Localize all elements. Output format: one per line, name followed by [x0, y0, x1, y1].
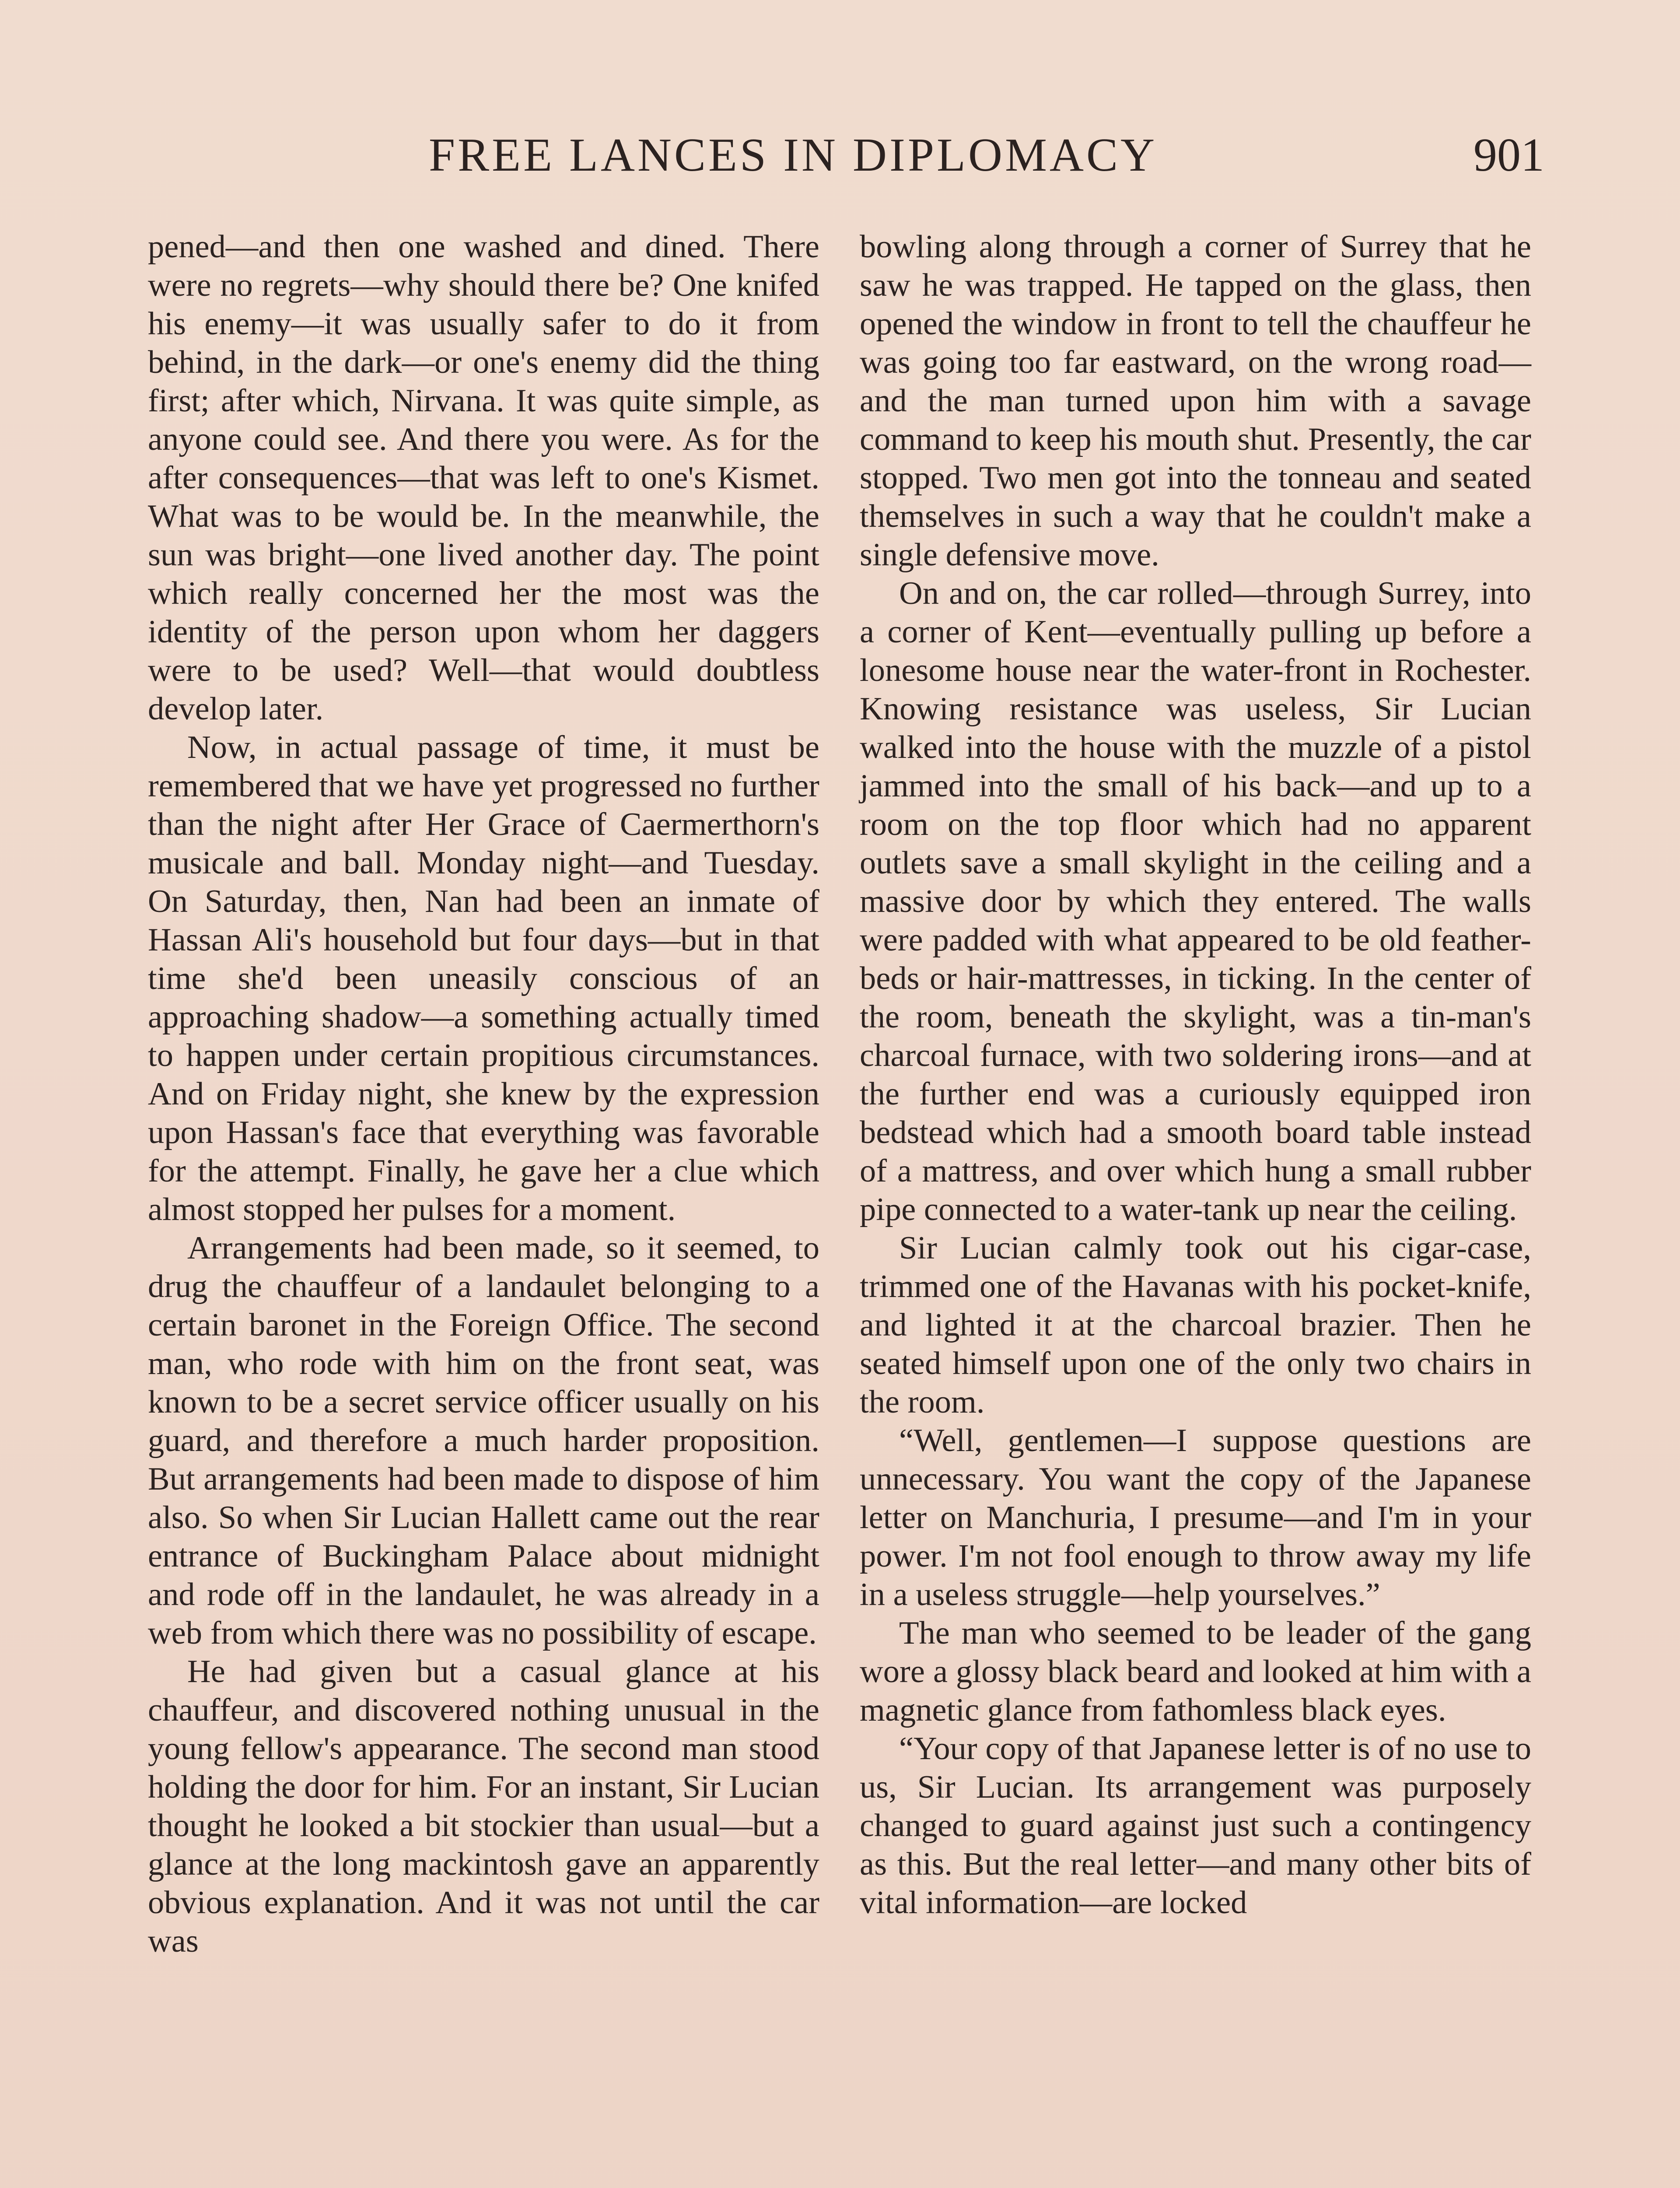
paragraph: He had given but a casual glance at his chauffeur, and discovered nothing unusual in the young fellow's appearance. The second man stood holding the door for him. For an instant, Sir Lucian thought he looked a bit stockier than usual—but a glance at the long mackintosh gave an apparently obvious explanation. And it was not until the car was	[148, 1654, 819, 1959]
paragraph: On and on, the car rolled—through Surrey, into a corner of Kent—eventually pulling up before a lonesome house near the water-front in Rochester. Knowing resistance was useless, Sir Lucian walked into the house with the muzzle of a pistol jammed into the small of his back—and up to a room on the top floor which had no apparent outlets save a small skylight in the ceiling and a massive door by which they entered. The walls were padded with what appeared to be old feather-beds or hair-mattresses, in ticking. In the center of the room, beneath the skylight, was a tin-man's charcoal furnace, with two soldering irons—and at the further end was a curiously equipped iron bedstead which had a smooth board table instead of a mattress, and over which hung a small rubber pipe connected to a water-tank up near the ceiling.	[860, 575, 1531, 1227]
paragraph: Sir Lucian calmly took out his cigar-case, trimmed one of the Havanas with his pocket-knife, and lighted it at the charcoal brazier. Then he seated himself upon one of the only two chairs in the room.	[860, 1230, 1531, 1420]
paragraph: Now, in actual passage of time, it must be remembered that we have yet progressed no further than the night after Her Grace of Caermerthorn's musicale and ball. Monday night—and Tuesday. On Saturday, then, Nan had been an inmate of Hassan Ali's household but four days—but in that time she'd been uneasily conscious of an approaching shadow—a something actually timed to happen under certain propitious circumstances. And on Friday night, she knew by the expression upon Hassan's face that everything was favorable for the attempt. Finally, he gave her a clue which almost stopped her pulses for a moment.	[148, 729, 819, 1227]
paragraph: Arrangements had been made, so it seemed, to drug the chauffeur of a landaulet belonging to a certain baronet in the Foreign Office. The second man, who rode with him on the front seat, was known to be a secret service officer usually on his guard, and therefore a much harder proposition. But arrangements had been made to dispose of him also. So when Sir Lucian Hallett came out the rear entrance of Buckingham Palace about midnight and rode off in the landaulet, he was already in a web from which there was no possibility of escape.	[148, 1230, 819, 1651]
right-column	[860, 228, 1531, 1922]
running-title: FREE LANCES IN DIPLOMACY	[429, 129, 1158, 181]
page-header	[144, 125, 1544, 186]
paragraph: pened—and then one washed and dined. There were no regrets—why should there be? One knifed his enemy—it was usually safer to do it from behind, in the dark—or one's enemy did the thing first; after which, Nirvana. It was quite simple, as anyone could see. And there you were. As for the after consequences—that was left to one's Kismet. What was to be would be. In the meanwhile, the sun was bright—one lived another day. The point which really concerned her the most was the identity of the person upon whom her daggers were to be used? Well—that would doubtless develop later.	[148, 229, 819, 727]
page-number: 901	[1474, 129, 1544, 181]
paragraph: “Well, gentlemen—I suppose questions are unnecessary. You want the copy of the Japanese letter on Manchuria, I presume—and I'm in your power. I'm not fool enough to throw away my life in a useless struggle—help yourselves.”	[860, 1423, 1531, 1613]
paragraph: The man who seemed to be leader of the gang wore a glossy black beard and looked at him with a magnetic glance from fathomless black eyes.	[860, 1615, 1531, 1728]
left-column	[148, 228, 819, 1960]
paragraph: bowling along through a corner of Surrey that he saw he was trapped. He tapped on the glass, then opened the window in front to tell the chauffeur he was going too far eastward, on the wrong road—and the man turned upon him with a savage command to keep his mouth shut. Presently, the car stopped. Two men got into the tonneau and seated themselves in such a way that he couldn't make a single defensive move.	[860, 229, 1531, 573]
paragraph: “Your copy of that Japanese letter is of no use to us, Sir Lucian. Its arrangement was purposely changed to guard against just such a contingency as this. But the real letter—and many other bits of vital information—are locked	[860, 1731, 1531, 1921]
